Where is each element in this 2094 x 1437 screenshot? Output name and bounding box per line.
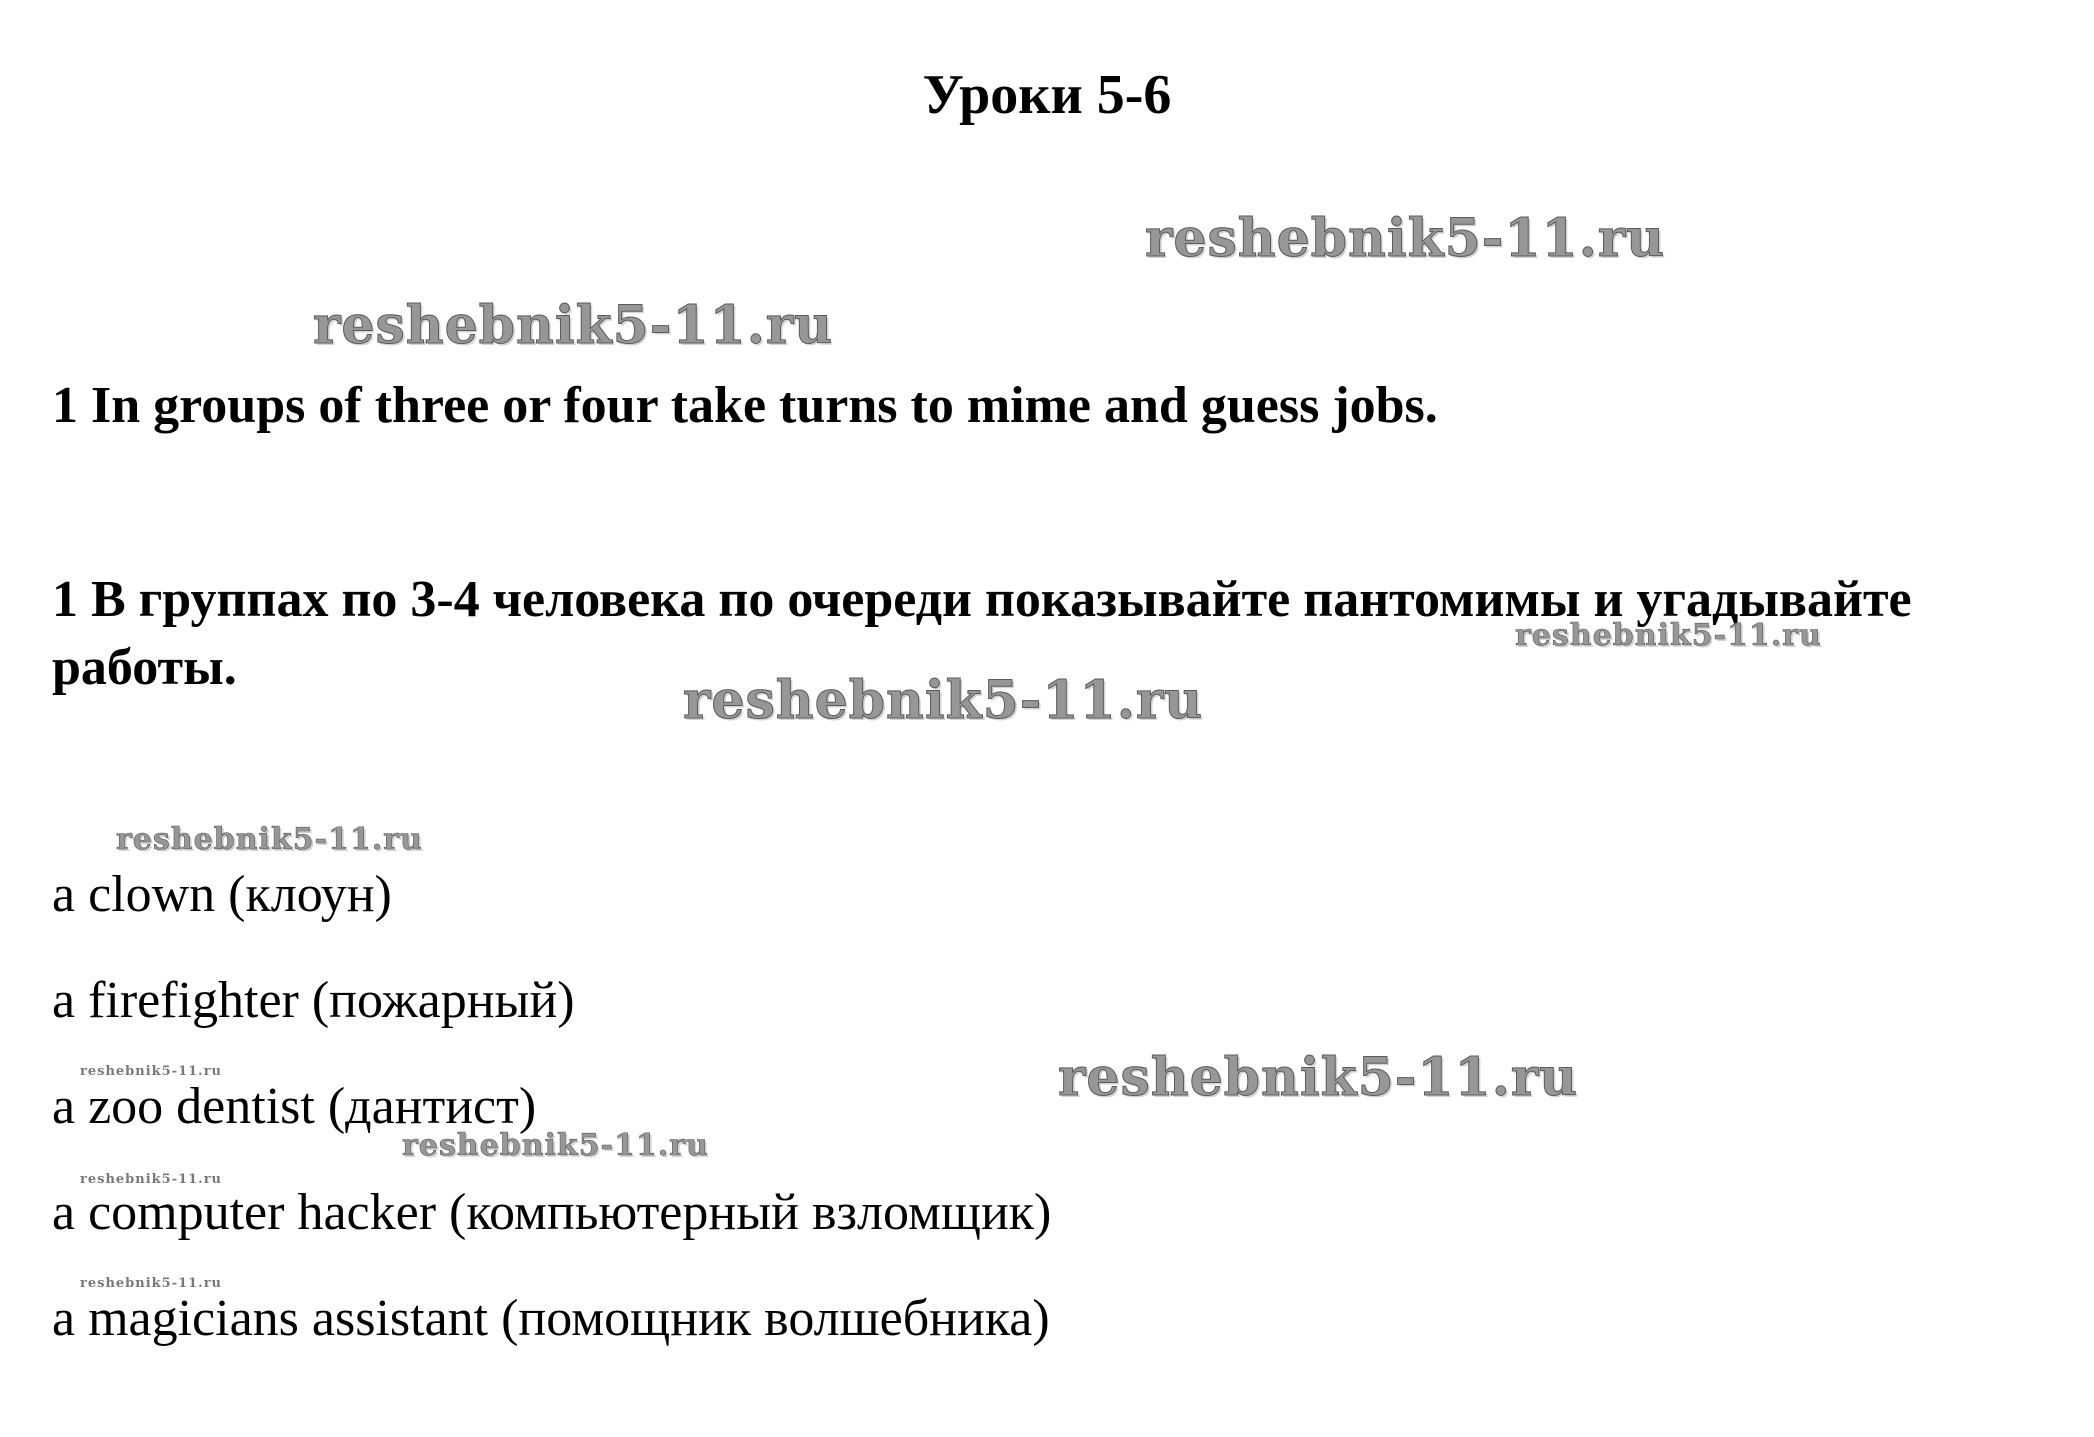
watermark: reshebnik5-11.ru [313, 295, 834, 356]
job-list [52, 842, 1051, 1372]
job-item-clown: a clown (клоун) [52, 866, 392, 923]
task-english: 1 In groups of three or four take turns to mime and guess jobs. [52, 377, 1438, 434]
page-title: Уроки 5-6 [922, 64, 1172, 126]
watermark: reshebnik5-11.ru [116, 822, 423, 857]
watermark: reshebnik5-11.ru [1515, 618, 1822, 653]
job-item-zoo-dentist: a zoo dentist (дантист) [52, 1078, 537, 1135]
watermark: reshebnik5-11.ru [80, 1172, 223, 1187]
job-item-magicians-assistant: a magicians assistant (помощник волшебника) [52, 1290, 1050, 1347]
task-russian: 1 В группах по 3-4 человека по очереди показывайте пантомимы и угадывайте работы. [52, 571, 1912, 696]
watermark: reshebnik5-11.ru [1145, 208, 1666, 269]
watermark: reshebnik5-11.ru [402, 1128, 709, 1163]
watermark: reshebnik5-11.ru [1058, 1047, 1579, 1108]
job-item-firefighter: a firefighter (пожарный) [52, 972, 575, 1029]
watermark: reshebnik5-11.ru [80, 1064, 223, 1079]
watermark: reshebnik5-11.ru [80, 1276, 223, 1291]
watermark: reshebnik5-11.ru [683, 670, 1204, 731]
job-item-computer-hacker: a computer hacker (компьютерный взломщик) [52, 1184, 1052, 1241]
